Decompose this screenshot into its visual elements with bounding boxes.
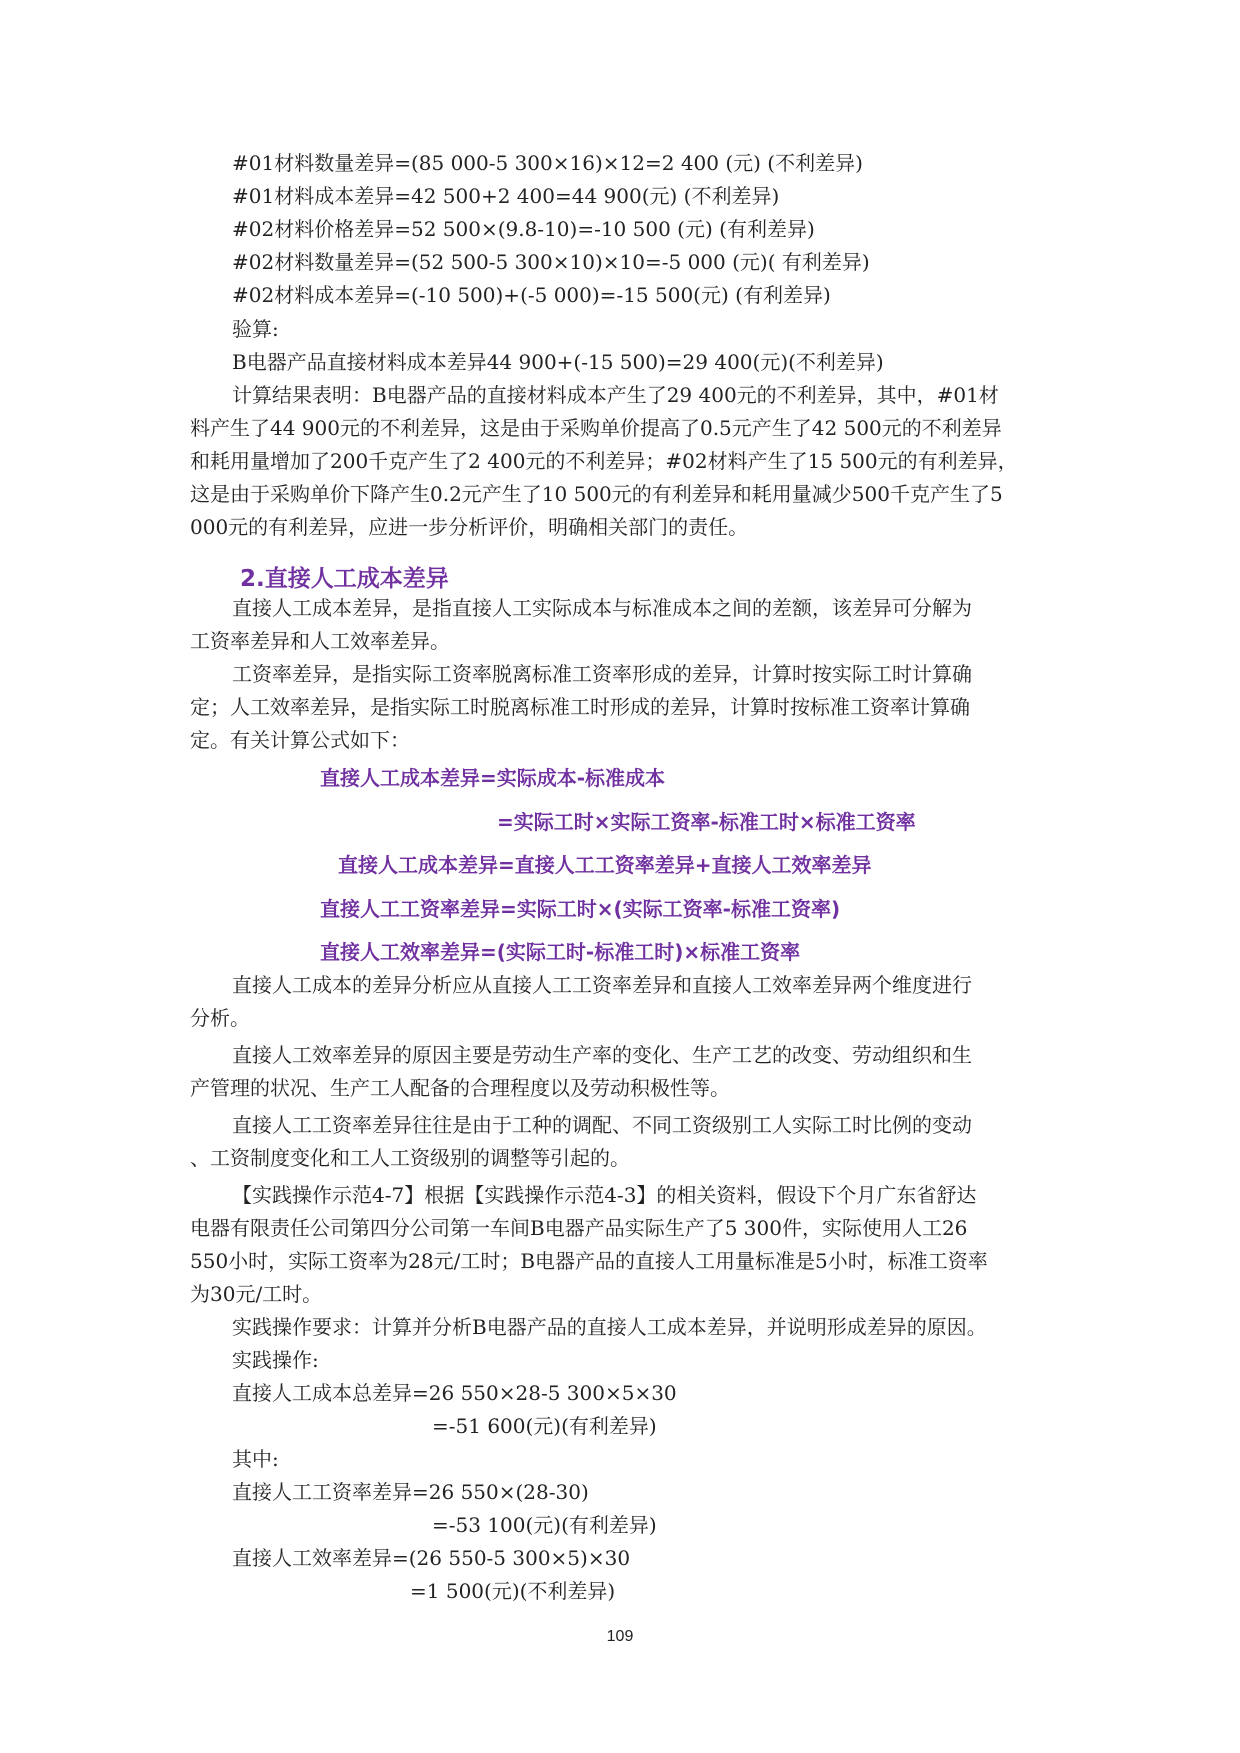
verify-label: 验算:	[232, 317, 279, 341]
calc-line: 直接人工工资率差异=26 550×(28-30)	[232, 1480, 589, 1504]
paragraph-line: 工资率差异和人工效率差异。	[190, 629, 450, 653]
paragraph-line: 直接人工成本的差异分析应从直接人工工资率差异和直接人工效率差异两个维度进行	[232, 973, 972, 997]
calc-line: B电器产品直接材料成本差异44 900+(-15 500)=29 400(元)(不利差异)	[232, 350, 884, 374]
section-title: 2.直接人工成本差异	[240, 566, 449, 592]
paragraph-line: 000元的有利差异，应进一步分析评价，明确相关部门的责任。	[190, 515, 749, 539]
paragraph-line: 【实践操作示范4-7】根据【实践操作示范4-3】的相关资料，假设下个月广东省舒达	[232, 1183, 977, 1207]
paragraph-line: 这是由于采购单价下降产生0.2元产生了10 500元的有利差异和耗用量减少500千克产生了5	[190, 482, 1003, 506]
paragraph-line: 直接人工工资率差异往往是由于工种的调配、不同工资级别工人实际工时比例的变动	[232, 1113, 972, 1137]
calc-line: #01材料成本差异=42 500+2 400=44 900(元) (不利差异)	[232, 184, 780, 208]
paragraph-line: 、工资制度变化和工人工资级别的调整等引起的。	[190, 1146, 630, 1170]
paragraph-line: 和耗用量增加了200千克产生了2 400元的不利差异；#02材料产生了15 500元的有利差异，	[190, 449, 1018, 473]
calc-line: 直接人工成本总差异=26 550×28-5 300×5×30	[232, 1381, 677, 1405]
formula: 直接人工成本差异=实际成本-标准成本	[320, 766, 666, 790]
paragraph-line: 工资率差异，是指实际工资率脱离标准工资率形成的差异，计算时按实际工时计算确	[232, 662, 972, 686]
paragraph-line: 直接人工成本差异，是指直接人工实际成本与标准成本之间的差额，该差异可分解为	[232, 596, 972, 620]
formula: 直接人工工资率差异=实际工时×(实际工资率-标准工资率)	[320, 897, 841, 921]
paragraph-line: 计算结果表明：B电器产品的直接材料成本产生了29 400元的不利差异，其中，#01材	[232, 383, 999, 407]
paragraph-line: 定；人工效率差异，是指实际工时脱离标准工时形成的差异，计算时按标准工资率计算确	[190, 695, 970, 719]
formula: 直接人工成本差异=直接人工工资率差异+直接人工效率差异	[338, 853, 872, 877]
formula: =实际工时×实际工资率-标准工时×标准工资率	[497, 810, 916, 834]
paragraph-line: 直接人工效率差异的原因主要是劳动生产率的变化、生产工艺的改变、劳动组织和生	[232, 1043, 972, 1067]
calc-line: #02材料价格差异=52 500×(9.8-10)=-10 500 (元) (有利差异)	[232, 217, 815, 241]
calc-line: =-51 600(元)(有利差异)	[432, 1414, 657, 1438]
paragraph-line: 料产生了44 900元的不利差异，这是由于采购单价提高了0.5元产生了42 500元的不利差异	[190, 416, 1002, 440]
calc-line: 直接人工效率差异=(26 550-5 300×5)×30	[232, 1546, 631, 1570]
operation-label: 实践操作:	[232, 1348, 319, 1372]
calc-line: #02材料成本差异=(-10 500)+(-5 000)=-15 500(元) (有利差异)	[232, 283, 831, 307]
calc-line: =-53 100(元)(有利差异)	[432, 1513, 657, 1537]
calc-line: 其中:	[232, 1447, 279, 1471]
paragraph-line: 550小时，实际工资率为28元/工时；B电器产品的直接人工用量标准是5小时，标准工资率	[190, 1249, 988, 1273]
calc-line: #02材料数量差异=(52 500-5 300×10)×10=-5 000 (元)( 有利差异)	[232, 250, 870, 274]
page-number: 109	[606, 1628, 634, 1645]
paragraph-line: 产管理的状况、生产工人配备的合理程度以及劳动积极性等。	[190, 1076, 730, 1100]
paragraph-line: 为30元/工时。	[190, 1282, 323, 1306]
paragraph-line: 定。有关计算公式如下：	[190, 728, 410, 752]
calc-line: =1 500(元)(不利差异)	[410, 1579, 616, 1603]
paragraph-line: 分析。	[190, 1006, 250, 1030]
requirement-line: 实践操作要求：计算并分析B电器产品的直接人工成本差异，并说明形成差异的原因。	[232, 1315, 987, 1339]
formula: 直接人工效率差异=(实际工时-标准工时)×标准工资率	[320, 940, 801, 964]
paragraph-line: 电器有限责任公司第四分公司第一车间B电器产品实际生产了5 300件，实际使用人工26	[190, 1216, 968, 1240]
calc-line: #01材料数量差异=(85 000-5 300×16)×12=2 400 (元) (不利差异)	[232, 151, 863, 175]
